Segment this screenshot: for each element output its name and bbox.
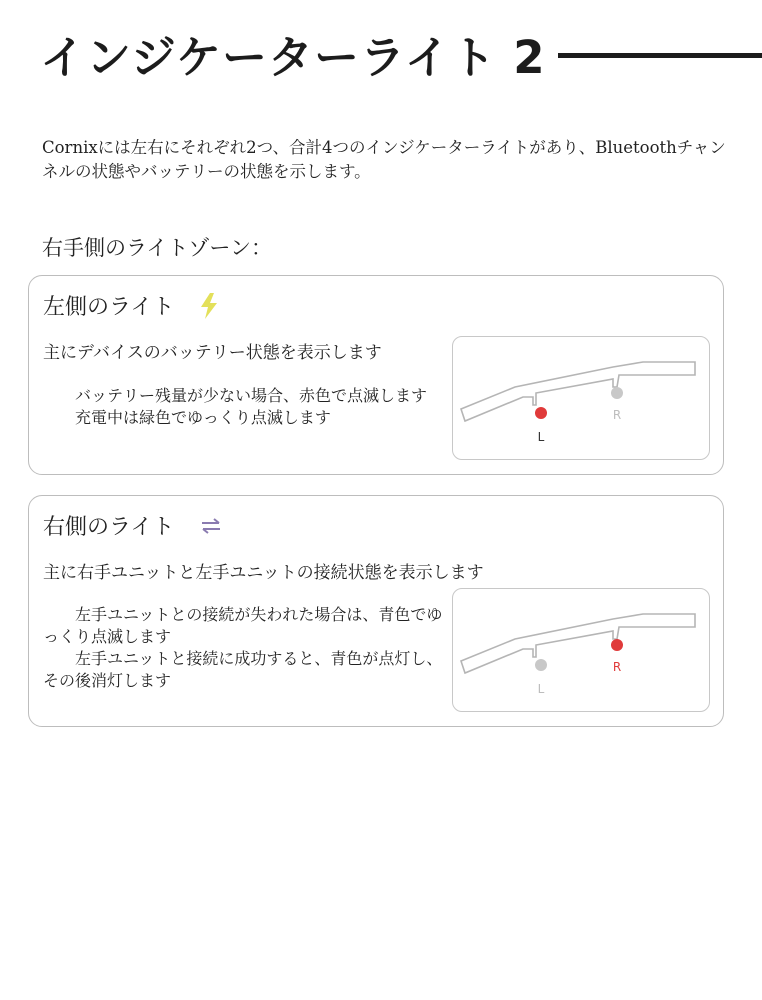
description-line: 充電中は緑色でゆっくり点滅します (75, 408, 331, 427)
card-title-text: 右側のライト (43, 515, 175, 540)
title-divider (558, 53, 762, 58)
left-indicator-led (535, 407, 547, 419)
description-line: 左手ユニットと接続に成功すると、青色が点灯し、その後消灯します (43, 649, 443, 690)
keyboard-diagram (452, 588, 710, 712)
card-title (43, 510, 222, 541)
lightning-icon (200, 293, 218, 319)
card-subtitle: 主に右手ユニットと左手ユニットの接続状態を表示します (43, 563, 484, 583)
card-title (43, 290, 218, 321)
description-line: 左手ユニットとの接続が失われた場合は、青色でゆっくり点滅します (43, 605, 443, 646)
swap-arrows-icon (200, 517, 222, 535)
card-subtitle: 主にデバイスのバッテリー状態を表示します (43, 343, 382, 363)
right-light-card (28, 495, 724, 727)
left-led-label: L (537, 430, 545, 444)
intro-paragraph: Cornixには左右にそれぞれ2つ、合計4つのインジケーターライトがあり、Bluetoothチャンネルの状態やバッテリーの状態を示します。 (42, 138, 726, 181)
right-led-label: R (612, 660, 622, 674)
zone-heading: 右手側のライトゾーン： (42, 236, 272, 260)
description-line: バッテリー残量が少ない場合、赤色で点滅します (75, 386, 428, 405)
right-led-label: R (612, 408, 622, 422)
page-header (40, 18, 762, 88)
left-light-card (28, 275, 724, 475)
left-led-label: L (537, 682, 545, 696)
card-description (43, 604, 451, 692)
right-indicator-led (611, 387, 623, 399)
card-title-text: 左側のライト (43, 295, 175, 320)
card-description (43, 385, 451, 429)
keyboard-diagram (452, 336, 710, 460)
left-indicator-led (535, 659, 547, 671)
page-title: インジケーターライト 2 (40, 30, 546, 84)
right-indicator-led (611, 639, 623, 651)
